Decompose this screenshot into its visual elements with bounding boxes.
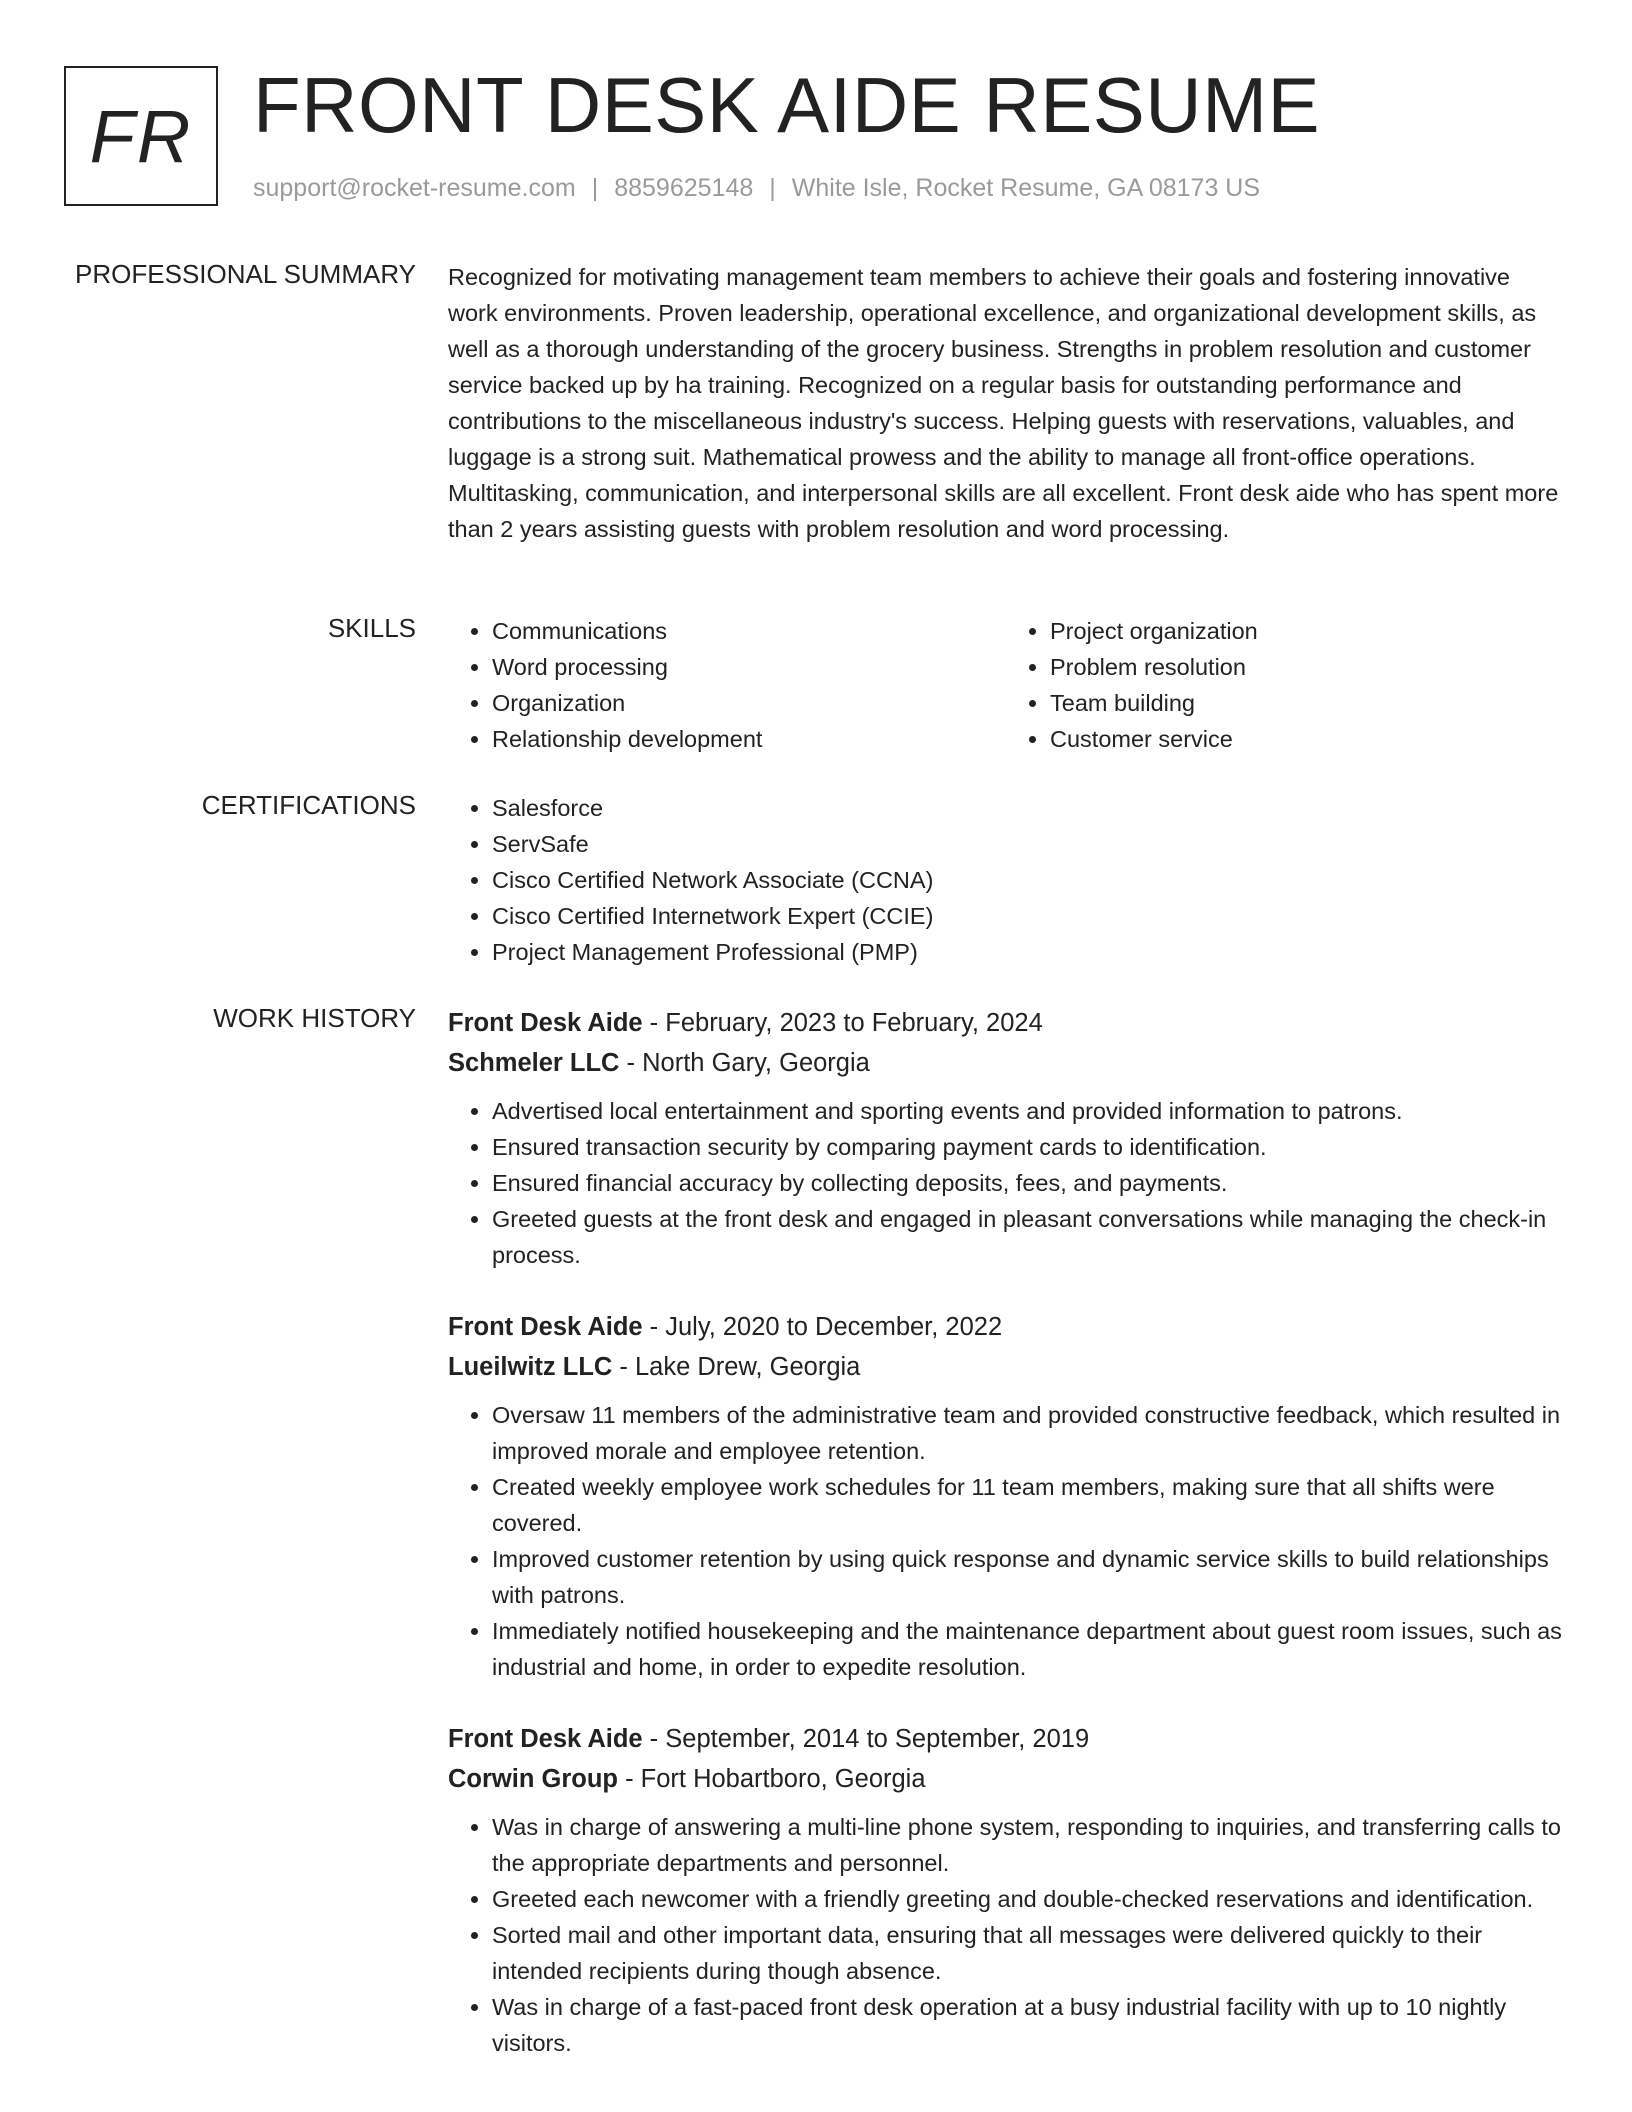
contact-email: support@rocket-resume.com <box>253 174 576 202</box>
skill-item: • Relationship development <box>492 721 1006 757</box>
job-dates: - July, 2020 to December, 2022 <box>642 1313 1003 1341</box>
skill-item: • Team building <box>1050 685 1564 721</box>
certification-item: • Salesforce <box>492 790 1564 826</box>
skill-item: • Organization <box>492 685 1006 721</box>
section-label-skills: SKILLS <box>327 613 416 643</box>
job-bullet: • Greeted guests at the front desk and engaged in pleasant conversations while managing the check-in process. <box>492 1201 1564 1273</box>
job-title-line <box>448 1719 1564 1759</box>
job-bullet: • Immediately notified housekeeping and the maintenance department about guest room issues, such as industrial and home, in order to expedite resolution. <box>492 1613 1564 1685</box>
work-history-body <box>448 1003 1564 2095</box>
job-company: Corwin Group <box>448 1765 618 1793</box>
resume-header <box>64 61 1592 216</box>
job-bullets <box>448 1093 1564 1273</box>
contact-address: White Isle, Rocket Resume, GA 08173 US <box>791 174 1261 202</box>
job-bullet: • Sorted mail and other important data, ensuring that all messages were delivered quickly to their intended recipients during though absence. <box>492 1917 1564 1989</box>
monogram-logo: FR <box>64 66 218 206</box>
job-title: Front Desk Aide <box>448 1009 643 1037</box>
section-label-certifications: CERTIFICATIONS <box>201 790 416 820</box>
job-title-line <box>448 1003 1564 1043</box>
job-title: Front Desk Aide <box>448 1313 643 1341</box>
skill-item: • Project organization <box>1050 613 1564 649</box>
skill-item: • Communications <box>492 613 1006 649</box>
job-company: Schmeler LLC <box>448 1049 620 1077</box>
job-bullet: • Greeted each newcomer with a friendly greeting and double-checked reservations and identification. <box>492 1881 1564 1917</box>
job-dates: - September, 2014 to September, 2019 <box>642 1725 1090 1753</box>
resume-title: FRONT DESK AIDE RESUME <box>253 61 1321 149</box>
skill-item: • Word processing <box>492 649 1006 685</box>
job-company-line <box>448 1347 1564 1387</box>
job-title-line <box>448 1307 1564 1347</box>
job-bullet: • Was in charge of answering a multi-line phone system, responding to inquiries, and transferring calls to the appropriate departments and personnel. <box>492 1809 1564 1881</box>
job-bullets <box>448 1397 1564 1685</box>
job-company-line <box>448 1759 1564 1799</box>
job-entry <box>448 1003 1564 1273</box>
contact-line <box>253 174 1260 203</box>
job-entry <box>448 1307 1564 1685</box>
job-company: Lueilwitz LLC <box>448 1353 613 1381</box>
job-bullets <box>448 1809 1564 2061</box>
job-entry <box>448 1719 1564 2061</box>
skills-body <box>448 613 1564 757</box>
certification-item: • ServSafe <box>492 826 1564 862</box>
certification-item: • Project Management Professional (PMP) <box>492 934 1564 970</box>
job-bullet: • Oversaw 11 members of the administrative team and provided constructive feedback, which resulted in improved morale and employee retention. <box>492 1397 1564 1469</box>
job-bullet: • Advertised local entertainment and sporting events and provided information to patrons. <box>492 1093 1564 1129</box>
certification-item: • Cisco Certified Internetwork Expert (CCIE) <box>492 898 1564 934</box>
section-label-summary: PROFESSIONAL SUMMARY <box>75 259 416 289</box>
job-bullet: • Ensured financial accuracy by collecting deposits, fees, and payments. <box>492 1165 1564 1201</box>
job-bullet: • Created weekly employee work schedules for 11 team members, making sure that all shifts were covered. <box>492 1469 1564 1541</box>
contact-phone: 8859625148 <box>614 174 754 202</box>
summary-body <box>448 259 1564 547</box>
job-dates: - February, 2023 to February, 2024 <box>642 1009 1043 1037</box>
contact-separator: | <box>769 174 776 202</box>
certifications-list <box>448 790 1564 970</box>
job-bullet: • Was in charge of a fast-paced front desk operation at a busy industrial facility with up to 10 nightly visitors. <box>492 1989 1564 2061</box>
job-location: - Fort Hobartboro, Georgia <box>617 1765 926 1793</box>
skill-item: • Problem resolution <box>1050 649 1564 685</box>
job-title: Front Desk Aide <box>448 1725 643 1753</box>
job-bullet: • Ensured transaction security by comparing payment cards to identification. <box>492 1129 1564 1165</box>
job-company-line <box>448 1043 1564 1083</box>
skills-column-1 <box>448 613 1006 757</box>
skill-item: • Customer service <box>1050 721 1564 757</box>
skills-column-2 <box>1006 613 1564 757</box>
contact-separator: | <box>591 174 599 202</box>
section-label-work-history: WORK HISTORY <box>213 1003 416 1033</box>
job-bullet: • Improved customer retention by using quick response and dynamic service skills to build relationships with patrons. <box>492 1541 1564 1613</box>
certifications-body <box>448 790 1564 970</box>
summary-text: Recognized for motivating management team members to achieve their goals and fostering innovative work environments. Proven leadership, operational excellence, and organizational development skills, as well as a thorough understanding of the grocery business. Strengths in problem resolution and customer service backed up by ha training. Recognized on a regular basis for outstanding performance and contributions to the miscellaneous industry's success. Helping guests with reservations, valuables, and luggage is a strong suit. Mathematical prowess and the ability to manage all front-office operations. Multitasking, communication, and interpersonal skills are all excellent. Front desk aide who has spent more than 2 years assisting guests with problem resolution and word processing. <box>448 264 1559 542</box>
job-location: - Lake Drew, Georgia <box>612 1353 861 1381</box>
job-location: - North Gary, Georgia <box>619 1049 870 1077</box>
certification-item: • Cisco Certified Network Associate (CCNA) <box>492 862 1564 898</box>
